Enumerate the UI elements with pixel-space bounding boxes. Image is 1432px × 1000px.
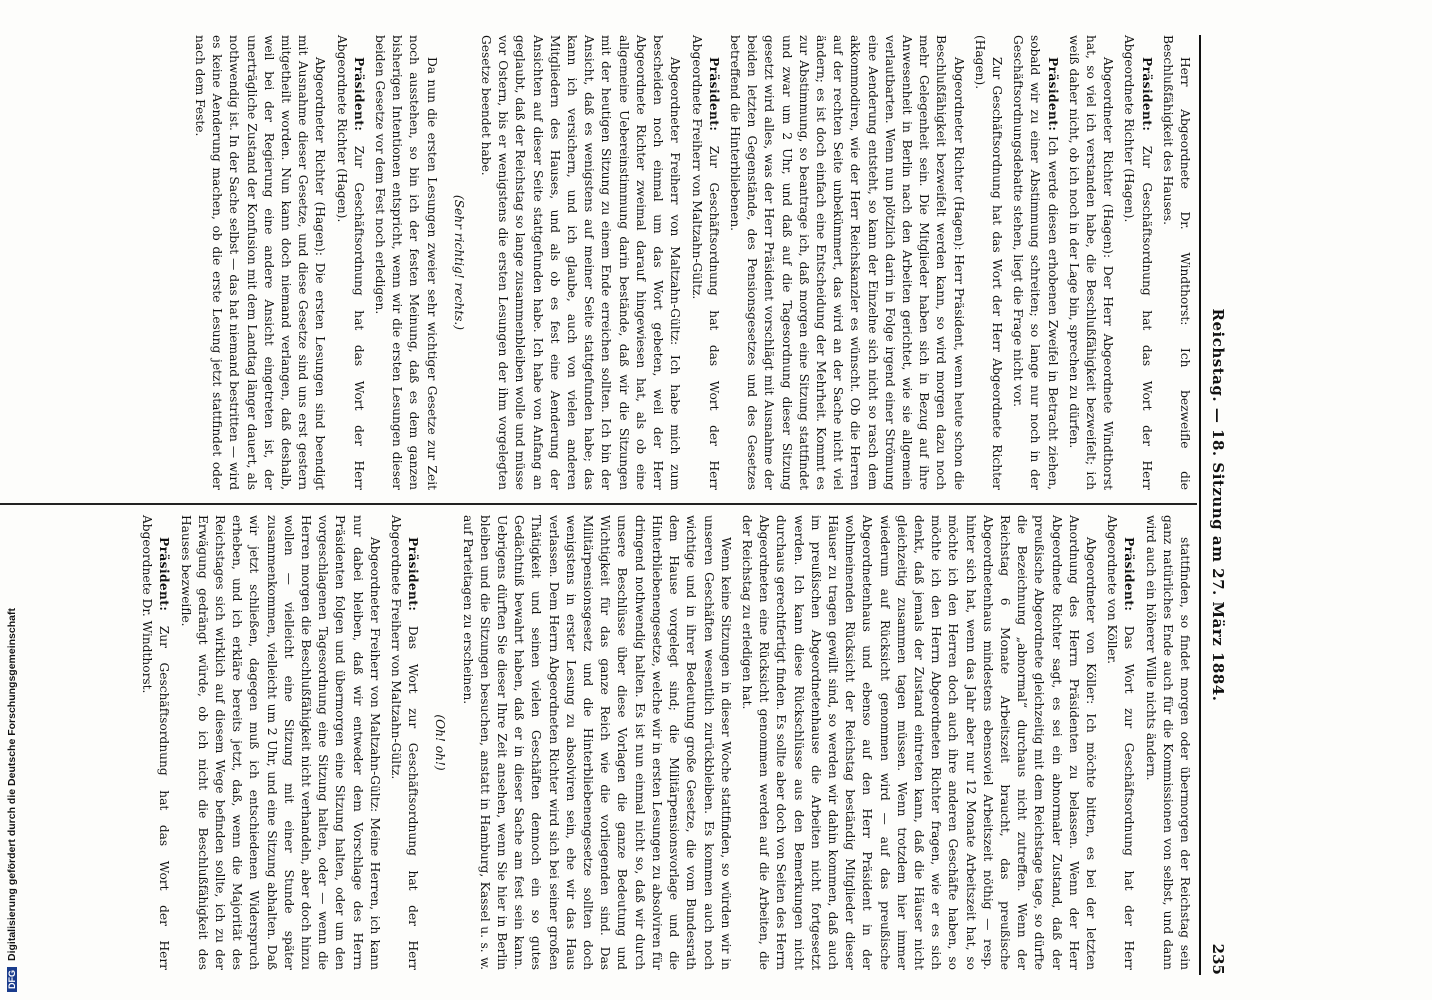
paragraph [477, 35, 683, 490]
paragraph [1159, 35, 1193, 490]
left-column [0, 35, 1193, 490]
page-number: 235 [1209, 943, 1227, 975]
speaker-label: Präsident: [706, 57, 721, 132]
paragraph-text: Wenn keine Sitzungen in dieser Woche stattfinden, so würden wir in unseren Geschäften wesentlich zurückbleiben. Es kommen auch noch wichtige und in ihrer Bedeutung große Gesetze, die vom Bundesrath dem Hause vorgelegt sind; die Militärpensionsvorlage und die Hinterbliebenengesetze, welche wir in ersten Lesungen zu absolviren für dringend nothwendig halten. Es ist nun einmal nicht so, daß wir durch unsere Beschlüsse über diese Vorlagen die ganze Bedeutung und Wichtigkeit für das ganze Reich wie die vorliegenden sind. Das Militärpensionsgesetz und die Hinterbliebenengesetze sollten doch wenigstens in erster Lesung zu absolviren sein, ehe wir das Haus verlassen. Dem Herrn Abgeordneten Richter wird sich bei seiner großen Thätigkeit und seinen vielen Geschäften dennoch ein so gutes Gedächtniß bewahrt haben, daß er in dieser Sache am fest sein kann. Uebrigens dürften Sie dieser Ihre Zeit ansehen, wenn Sie hier in Berlin bleiben und die Sitzungen besuchen, anstatt in Hamburg, Kassel u. s. w. auf Parteitagen zu erscheinen. [460, 515, 733, 970]
paragraph [971, 35, 1005, 490]
paragraph-text: Zur Geschäftsordnung hat das Wort der Herr Abgeordnete Richter (Hagen). [334, 35, 366, 490]
paragraph [176, 515, 382, 970]
paragraph [1141, 515, 1193, 970]
paragraph [1103, 515, 1137, 970]
paragraph-text: Herr Abgeordnete Dr. Windthorst: Ich bezweifle die Beschlußfähigkeit des Hauses. [1160, 35, 1192, 490]
paragraph-text: Abgeordneter Freiherr von Maltzahn-Gültz: Ich habe mich zum bescheiden noch einmal um das Wort gebeten, weil der Herr Abgeordnete Richter zweimal darauf hingewiesen hat, als ob eine allgemeine Uebereinstimmung darin bestände, daß wir die Sitzungen mit der heutigen Sitzung zu einem Ende erreichen sollten. Ich bin der Ansicht, daß es wenigstens auf meiner Seite stattgefunden habe; das kann ich versichern, und ich glaube, auch von vielen anderen Mitgliedern des Hauses, und als ob es fest eine Aenderung der Ansichten auf dieser Seite stattgefunden habe. Ich habe von Anfang an geglaubt, daß der Reichstag so lange zusammenbleiben wolle und müsse vor Ostern, bis er wenigstens die ersten Lesungen der ihm vorgelegten Gesetze beendet habe. [479, 35, 683, 490]
running-header [1203, 35, 1233, 975]
paragraph-text: stattfinden, so findet morgen oder übermorgen der Reichstag sein ganz natürliches Ende auch für die Kommissionen von selbst, und dann wird auch ein höherer Wille nichts ändern. [1143, 515, 1192, 970]
speaker-label: Präsident: [351, 57, 366, 132]
paragraph [387, 515, 421, 970]
paragraph [191, 35, 329, 490]
paragraph-text: Zur Geschäftsordnung hat das Wort der Herr Abgeordnete Freiherr von Maltzahn-Gültz. [689, 35, 721, 490]
speaker-label: Präsident: [157, 537, 172, 612]
right-column [0, 515, 1193, 970]
paragraph [458, 515, 733, 970]
paragraph-text: Das Wort zur Geschäftsordnung hat der Herr Abgeordnete von Köller. [1105, 515, 1137, 970]
paragraph [738, 515, 1099, 970]
speaker-label: Präsident: [406, 537, 421, 612]
paragraph [1120, 35, 1154, 490]
paragraph-text: Da nun die ersten Lesungen zweier sehr wichtiger Gesetze zur Zeit noch ausstehen, so bin ich der festen Meinung, daß es dem ganzen bisherigen Intentionen entspricht, wenn wir die ersten Lesungen dieser beiden Gesetze vor dem Fest noch erledigen. [373, 35, 439, 490]
digitization-credit-text: Digitalisierung gefördert durch die Deutsche Forschungsgemeinschaft [6, 608, 18, 961]
paragraph-text: Das Wort zur Geschäftsordnung hat der Herr Abgeordnete Freiherr von Maltzahn-Gültz. [389, 515, 421, 970]
page-content [0, 25, 1233, 985]
interjection: (Oh! oh!) [433, 714, 448, 771]
paragraph [371, 35, 440, 490]
speaker-label: Präsident: [1122, 537, 1137, 612]
paragraph-text: Abgeordneter Richter (Hagen): Die ersten Lesungen sind beendigt mit Ausnahme dieser Gesetze, und diese Gesetze sind uns erst gestern mitgetheilt worden. Nun kann doch niemand verlangen, daß deshalb, weil bei der Regierung eine andere Ansicht eingetreten ist, der unerträgliche Zustand der Konfusion mit dem Landtag länger dauert, als nothwendig ist. In der Sache selbst — das hat niemand bestritten — wird es keine Aenderung machen, ob die erste Lesung jetzt stattfindet oder nach dem Feste. [193, 35, 328, 490]
paragraph [726, 35, 967, 490]
paragraph [332, 35, 366, 490]
paragraph-text: Abgeordneter Richter (Hagen): Der Herr Abgeordnete Windthorst hat, so viel ich verstanden habe, die Beschlußfähigkeit bezweifelt; ich weiß daher nicht, ob ich noch in der Lage bin, sprechen zu dürfen. [1066, 35, 1116, 490]
header-rule [1199, 35, 1201, 975]
paragraph [687, 35, 721, 490]
paragraph-text: Ich werde diesen erhobenen Zweifel in Betracht ziehen, sobald wir zu einer Abstimmung schreiten; so lange nur noch in der Geschäftsordnungsdebatte stehen, liegt die Frage nicht vor. [1011, 35, 1060, 490]
paragraph-text: Abgeordneter Freiherr von Maltzahn-Gültz: Meine Herren, ich kann nur dabei bleiben, daß wir entweder dem Vorschlage des Herrn Präsidenten folgen und übermorgen eine Sitzung halten, oder um den vorgeschlagenen Tagesordnung eine Sitzung halten, oder — wenn die Herren morgen die Beschlußfähigkeit nicht verhandeln, aber doch hinzu wollen — vielleicht eine Sitzung mit einer Stunde später zusammenkommen, vielleicht um 2 Uhr, und eine Sitzung abhalten. Daß wir jetzt schließen, dagegen muß ich entschiedenen Widerspruch erheben, und ich erkläre bereits jetzt, daß, wenn die Majorität des Reichstages sich wirklich auf diesem Wege befinden sollte, ich zu der Erwägung gedrängt würde, ob ich nicht die Beschlußfähigkeit des Hauses bezweifle. [178, 515, 382, 970]
paragraph-text: Zur Geschäftsordnung hat das Wort der Herr Abgeordnete Dr. Windthorst. [140, 515, 172, 970]
header-title: Reichstag. — 18. Sitzung am 27. März 1884. [1209, 308, 1227, 702]
paragraph [1009, 35, 1061, 490]
paragraph [1065, 35, 1117, 490]
rotated-page [0, 25, 1233, 985]
paragraph-text: Zur Geschäftsordnung hat das Wort der Herr Abgeordnete Richter (Hagen). [1122, 35, 1154, 490]
column-divider [0, 503, 1197, 505]
paragraph-text: Abgeordneter von Köller: Ich möchte bitten, es bei der letzten Anordnung des Herrn Präsidenten zu belassen. Wenn der Herr Abgeordnete Richter sagt, es sei ein abnormaler Zustand, daß der preußische Abgeordnete gleichzeitig mit dem Reichstage tage, so dürfte die Bezeichnung „abnormal“ durchaus nicht zutreffen. Wenn der Reichstag 6 Monate Arbeitszeit braucht, das preußische Abgeordnetenhaus mindestens ebensoviel Arbeitszeit nöthig — resp. hinter sich hat, wenn das Jahr aber nur 12 Monate Arbeitszeit hat, so möchte ich den Herren doch auch ihre anderen Geschäfte haben, so möchte ich den Herrn Abgeordneten Richter fragen, wie er es sich denkt, daß jemals der Zustand eintreten kann, daß die Häuser nicht gleichzeitig zusammen tagen müssen. Wenn trotzdem hier immer wiederum auf Rücksicht genommen wird — auf das preußische Abgeordnetenhaus und ebenso auf den Herr Präsident in der wohlmeinenden Rücksicht der Reichstag beständig Mitglieder dieser Häuser zu tragen gewillt sind, so werden wir dahin kommen, daß auch im preußischen Abgeordnetenhause die Arbeiten nicht fortgesetzt werden. Ich kann diese Rückschlüsse aus den Bemerkungen nicht durchaus gerechtfertigt finden. Es sollte aber doch von Seiten des Herrn Abgeordneten eine Rücksicht genommen werden auf die Arbeiten, die der Reichstag zu erledigen hat. [739, 515, 1098, 970]
interjection: (Sehr richtig! rechts.) [451, 194, 466, 331]
paragraph [138, 515, 172, 970]
speaker-label: Präsident: [1045, 57, 1060, 132]
speaker-label: Präsident: [1139, 57, 1154, 132]
dfg-logo-icon: DFG [7, 967, 17, 992]
paragraph-text: Abgeordneter Richter (Hagen): Herr Präsident, wenn heute schon die Beschlußfähigkeit bezweifelt werden kann, so wird morgen dazu noch mehr Gelegenheit sein. Die Mitglieder haben sich in Bezug auf ihre Anwesenheit in Berlin nach den Arbeiten gerichtet, wie sie allgemein verlautbarten. Wenn nun plötzlich darin in Folge irgend einer Strömung eine Aenderung entsteht, so kann der Einzelne sich nicht so rasch dem akkommodiren, wie der Herr Reichskanzler es wünscht. Ob die Herren auf der rechten Seite unbekümmert, das wird an der Sache nicht viel ändern; es ist doch einfach eine Entscheidung der Mehrheit. Kommt es zur Abstimmung, so beantrage ich, daß morgen eine Sitzung stattfindet und zwar um 2 Uhr, und daß auf die Tagesordnung dieser Sitzung gesetzt wird alles, was der Herr Präsident vorschlägt mit Ausnahme der beiden letzten Gegenstände, des Pensionsgesetzes und des Gesetzes betreffend die Hinterbliebenen. [727, 35, 966, 490]
paragraph-text: Zur Geschäftsordnung hat das Wort der Herr Abgeordnete Richter (Hagen). [972, 35, 1004, 490]
